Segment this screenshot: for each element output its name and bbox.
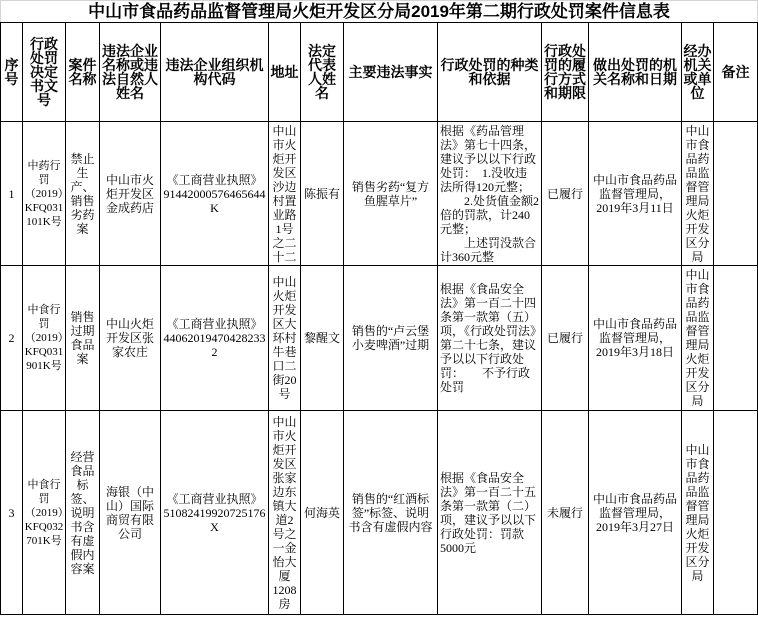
row-legal-rep: 黎醒文 xyxy=(301,266,344,411)
row-party-name: 中山火炬开发区张家农庄 xyxy=(100,266,161,411)
header-org-code: 违法企业组织机构代码 xyxy=(161,23,269,122)
license-type: 《工商营业执照》 xyxy=(166,172,263,187)
header-decision-no: 行政处罚决定书文号 xyxy=(23,23,66,122)
row-authority-date: 中山市食品药品监督管理局，2019年3月18日 xyxy=(589,266,682,411)
row-legal-rep: 陈振有 xyxy=(301,122,344,266)
row-decision-no: 中食行罚（2019）KFQ031901K号 xyxy=(23,266,66,411)
header-penalty: 行政处罚的种类和依据 xyxy=(438,23,542,122)
registration-code: 440620194704282332 xyxy=(163,331,266,359)
license-type: 《工商营业执照》 xyxy=(166,317,263,331)
row-party-name: 海银（中山）国际商贸有限公司 xyxy=(100,411,161,615)
header-case-name: 案件名称 xyxy=(66,23,100,122)
row-fulfillment: 未履行 xyxy=(542,411,589,615)
row-authority-date: 中山市食品药品监督管理局，2019年3月11日 xyxy=(589,122,682,266)
row-handling-unit: 中山市食品药品监督管理局火炬开发区分局 xyxy=(682,122,714,266)
row-remarks xyxy=(714,266,758,411)
header-legal-rep: 法定代表人姓名 xyxy=(301,23,344,122)
row-case-name: 禁止生产、销售劣药案 xyxy=(66,122,100,266)
row-legal-rep: 何海英 xyxy=(301,411,344,615)
row-fulfillment: 已履行 xyxy=(542,122,589,266)
row-case-name: 销售过期食品案 xyxy=(66,266,100,411)
row-authority-date: 中山市食品药品监督管理局，2019年3月27日 xyxy=(589,411,682,615)
header-handling-unit: 经办机关或单位 xyxy=(682,23,714,122)
table-row xyxy=(1,122,758,266)
row-case-name: 经营食品标签、说明书含有虚假内容案 xyxy=(66,411,100,615)
table-row xyxy=(1,266,758,411)
row-remarks xyxy=(714,122,758,266)
row-facts: 销售的“卢云堡小麦啤酒”过期 xyxy=(344,266,438,411)
table-row xyxy=(1,411,758,615)
row-address: 中山市火炬开发区张家边东镇大道2号之一金怡大厦1208房 xyxy=(269,411,301,615)
registration-code: 91442000576465644K xyxy=(163,186,266,215)
row-party-name: 中山市火炬开发区金成药店 xyxy=(100,122,161,266)
penalty-item: 2.处货值金额2倍的罚款，计240元整； xyxy=(440,193,540,236)
header-row xyxy=(1,23,758,122)
row-org-code xyxy=(161,266,269,411)
row-penalty xyxy=(438,122,542,266)
row-address: 中山火炬开发区大环村牛巷口二街20号 xyxy=(269,266,301,411)
header-facts: 主要违法事实 xyxy=(344,23,438,122)
penalty-item: 1.没收违法所得120元整； xyxy=(440,165,531,194)
registration-code: 51082419920725176X xyxy=(163,505,266,534)
header-seq: 序号 xyxy=(1,23,23,122)
row-org-code xyxy=(161,411,269,615)
row-remarks xyxy=(714,411,758,615)
header-remarks: 备注 xyxy=(714,23,758,122)
penalty-basis: 根据《食品安全法》第一百二十五条第一款第（二）项，建议予以以下行政处罚： xyxy=(440,470,537,541)
row-fulfillment: 已履行 xyxy=(542,266,589,411)
header-address: 地址 xyxy=(269,23,301,122)
row-decision-no: 中药行罚（2019）KFQ031101K号 xyxy=(23,122,66,266)
row-seq: 2 xyxy=(1,266,23,411)
row-handling-unit: 中山市食品药品监督管理局火炬开发区分局 xyxy=(682,411,714,615)
row-decision-no: 中食行罚（2019）KFQ032701K号 xyxy=(23,411,66,615)
penalty-basis: 根据《食品安全法》第一百二十四条第一款第（五）项，《行政处罚法》第二十七条，建议予以以下行政处罚： xyxy=(440,282,537,380)
row-org-code xyxy=(161,122,269,266)
row-facts: 销售的“红酒标签”标签、说明书含有虚假内容 xyxy=(344,411,438,615)
table-title: 中山市食品药品监督管理局火炬开发区分局2019年第二期行政处罚案件信息表 xyxy=(1,1,758,23)
header-authority-date: 做出处罚的机关名称和日期 xyxy=(589,23,682,122)
penalty-decision: 罚款5000元 xyxy=(440,526,525,555)
header-fulfillment: 行政处罚的履行方式和期限 xyxy=(542,23,589,122)
penalty-decision: 不予行政处罚 xyxy=(440,366,531,394)
header-party-name: 违法企业名称或违法自然人姓名 xyxy=(100,23,161,122)
penalty-basis: 根据《药品管理法》第七十四条，建议予以以下行政处罚： xyxy=(440,123,537,180)
penalty-total: 上述罚没款合计360元整 xyxy=(440,235,537,264)
row-address: 中山市火炬开发区沙边村置业路1号之二十二 xyxy=(269,122,301,266)
row-facts: 销售劣药“复方鱼腥草片” xyxy=(344,122,438,266)
row-penalty xyxy=(438,266,542,411)
license-type: 《工商营业执照》 xyxy=(166,491,263,506)
row-handling-unit: 中山市食品药品监督管理局火炬开发区分局 xyxy=(682,266,714,411)
row-penalty xyxy=(438,411,542,615)
row-seq: 1 xyxy=(1,122,23,266)
row-seq: 3 xyxy=(1,411,23,615)
title-row xyxy=(1,1,758,23)
